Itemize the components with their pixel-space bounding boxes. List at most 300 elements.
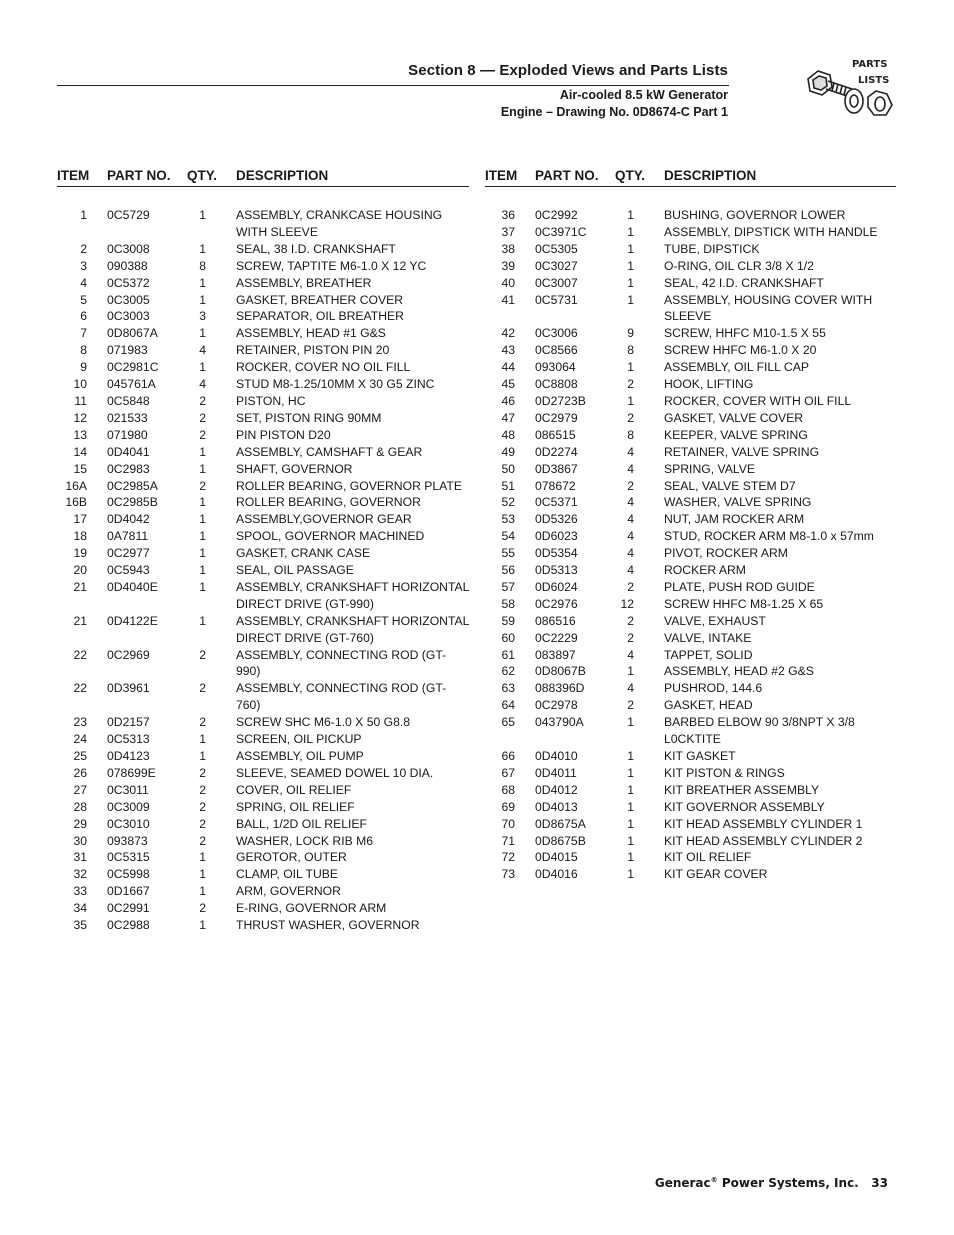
item-number: 1 bbox=[80, 208, 87, 222]
table-row bbox=[485, 714, 896, 748]
description: PIVOT, ROCKER ARM bbox=[664, 546, 788, 561]
description: GASKET, BREATHER COVER bbox=[236, 292, 404, 307]
table-row bbox=[57, 258, 469, 275]
part-number: 0C2976 bbox=[535, 596, 578, 611]
description: BUSHING, GOVERNOR LOWER bbox=[664, 208, 846, 222]
item-number: 32 bbox=[73, 867, 87, 882]
description: BARBED ELBOW 90 3/8NPT X 3/8 L0CKTITE bbox=[664, 715, 855, 747]
part-number: 083897 bbox=[535, 647, 576, 662]
description: PLATE, PUSH ROD GUIDE bbox=[664, 579, 815, 594]
part-number: 071983 bbox=[107, 343, 148, 358]
item-number: 7 bbox=[80, 326, 87, 341]
quantity: 1 bbox=[199, 867, 206, 882]
part-number: 0D5354 bbox=[535, 546, 578, 561]
description: O-RING, OIL CLR 3/8 X 1/2 bbox=[664, 258, 814, 273]
quantity: 2 bbox=[199, 765, 206, 780]
item-number: 26 bbox=[73, 765, 87, 780]
table-row bbox=[485, 630, 896, 647]
item-number: 22 bbox=[73, 681, 87, 696]
part-number: 0C2985A bbox=[107, 478, 158, 493]
item-number: 31 bbox=[73, 850, 87, 865]
part-number: 0C5372 bbox=[107, 275, 150, 290]
table-row bbox=[57, 866, 469, 883]
description: KIT GASKET bbox=[664, 749, 736, 763]
item-number: 44 bbox=[501, 360, 515, 375]
quantity: 2 bbox=[199, 833, 206, 848]
item-number: 68 bbox=[501, 782, 515, 797]
quantity: 1 bbox=[199, 563, 206, 578]
description: CLAMP, OIL TUBE bbox=[236, 867, 339, 882]
description: KEEPER, VALVE SPRING bbox=[664, 427, 808, 442]
table-row bbox=[57, 511, 469, 528]
item-number: 65 bbox=[501, 715, 515, 730]
item-number: 43 bbox=[501, 343, 515, 358]
quantity: 1 bbox=[627, 292, 634, 307]
part-number: 0C5315 bbox=[107, 850, 150, 865]
item-number: 4 bbox=[80, 275, 87, 290]
description: ASSEMBLY, CRANKSHAFT HORIZONTAL DIRECT DRIVE (GT-990) bbox=[236, 579, 469, 611]
quantity: 1 bbox=[199, 579, 206, 594]
table-row bbox=[485, 545, 896, 562]
description: STUD M8-1.25/10MM X 30 G5 ZINC bbox=[236, 377, 435, 392]
part-number: 0D2723B bbox=[535, 393, 586, 408]
description: HOOK, LIFTING bbox=[664, 377, 754, 392]
table-row bbox=[485, 833, 896, 850]
description: SPOOL, GOVERNOR MACHINED bbox=[236, 529, 425, 544]
description: SEAL, VALVE STEM D7 bbox=[664, 478, 796, 493]
quantity: 1 bbox=[199, 884, 206, 899]
quantity: 1 bbox=[627, 393, 634, 408]
description: SCREW, TAPTITE M6-1.0 X 12 YC bbox=[236, 258, 427, 273]
item-number: 19 bbox=[73, 546, 87, 561]
item-number: 11 bbox=[74, 393, 87, 408]
table-row bbox=[485, 528, 896, 545]
table-row bbox=[57, 393, 469, 410]
part-number: 0C2977 bbox=[107, 546, 150, 561]
description: ASSEMBLY, CRANKSHAFT HORIZONTAL DIRECT DRIVE (GT-760) bbox=[236, 613, 469, 645]
item-number: 53 bbox=[501, 512, 515, 527]
part-number: 0C2969 bbox=[107, 647, 150, 662]
part-number: 071980 bbox=[107, 427, 148, 442]
table-row bbox=[57, 748, 469, 765]
part-number: 0D8067B bbox=[535, 664, 586, 679]
item-number: 23 bbox=[73, 715, 87, 730]
table-row bbox=[485, 647, 896, 664]
table-row bbox=[485, 799, 896, 816]
quantity: 1 bbox=[199, 495, 206, 510]
table-row bbox=[485, 258, 896, 275]
quantity: 1 bbox=[627, 867, 634, 882]
part-number: 0C8808 bbox=[535, 377, 578, 392]
quantity: 4 bbox=[627, 495, 634, 510]
item-number: 24 bbox=[73, 732, 87, 747]
part-number: 0D4013 bbox=[535, 799, 578, 814]
column-header-part-no: PART NO. bbox=[107, 168, 171, 183]
quantity: 2 bbox=[627, 377, 634, 392]
quantity: 1 bbox=[627, 715, 634, 730]
table-row bbox=[57, 427, 469, 444]
quantity: 1 bbox=[627, 360, 634, 375]
column-header-description: DESCRIPTION bbox=[664, 168, 757, 183]
drawing-number: Engine – Drawing No. 0D8674-C Part 1 bbox=[500, 105, 728, 119]
quantity: 1 bbox=[199, 444, 206, 459]
table-row bbox=[485, 782, 896, 799]
quantity: 4 bbox=[627, 461, 634, 476]
description: WASHER, VALVE SPRING bbox=[664, 495, 812, 510]
quantity: 2 bbox=[199, 901, 206, 916]
description: ROCKER, COVER WITH OIL FILL bbox=[664, 393, 852, 408]
description: RETAINER, PISTON PIN 20 bbox=[236, 343, 390, 358]
table-row bbox=[57, 849, 469, 866]
item-number: 29 bbox=[73, 816, 87, 831]
item-number: 42 bbox=[501, 326, 515, 341]
item-number: 16A bbox=[65, 478, 87, 493]
item-number: 54 bbox=[501, 529, 515, 544]
quantity: 1 bbox=[199, 529, 206, 544]
part-number: 0D4041 bbox=[107, 444, 150, 459]
quantity: 4 bbox=[627, 681, 634, 696]
part-number: 0C5943 bbox=[107, 563, 150, 578]
part-number: 0C2992 bbox=[535, 208, 578, 222]
quantity: 1 bbox=[199, 292, 206, 307]
description: NUT, JAM ROCKER ARM bbox=[664, 512, 805, 527]
table-row bbox=[57, 647, 469, 681]
parts-table-right bbox=[485, 166, 896, 883]
description: PUSHROD, 144.6 bbox=[664, 681, 763, 696]
item-number: 20 bbox=[73, 563, 87, 578]
part-number: 0D4015 bbox=[535, 850, 578, 865]
quantity: 2 bbox=[627, 579, 634, 594]
item-number: 9 bbox=[80, 360, 87, 375]
part-number: 0C3007 bbox=[535, 275, 578, 290]
item-number: 36 bbox=[501, 208, 515, 222]
quantity: 2 bbox=[199, 782, 206, 797]
table-row bbox=[485, 359, 896, 376]
description: ASSEMBLY, CRANKCASE HOUSING WITH SLEEVE bbox=[236, 208, 443, 239]
description: ASSEMBLY, OIL PUMP bbox=[236, 749, 364, 763]
table-row bbox=[485, 292, 896, 326]
item-number: 22 bbox=[73, 647, 87, 662]
quantity: 2 bbox=[199, 478, 206, 493]
quantity: 1 bbox=[627, 241, 634, 256]
table-row bbox=[485, 849, 896, 866]
description: SCREW SHC M6-1.0 X 50 G8.8 bbox=[236, 715, 411, 730]
part-number: 045761A bbox=[107, 377, 156, 392]
quantity: 2 bbox=[199, 427, 206, 442]
quantity: 9 bbox=[627, 326, 634, 341]
nut-icon bbox=[868, 91, 892, 115]
item-number: 46 bbox=[501, 393, 515, 408]
part-number: 0D8067A bbox=[107, 326, 158, 341]
item-number: 63 bbox=[501, 681, 515, 696]
table-row bbox=[57, 275, 469, 292]
item-number: 50 bbox=[501, 461, 515, 476]
quantity: 1 bbox=[199, 275, 206, 290]
table-row bbox=[57, 562, 469, 579]
description: ASSEMBLY, BREATHER bbox=[236, 275, 372, 290]
item-number: 16B bbox=[65, 495, 87, 510]
table-row bbox=[57, 528, 469, 545]
table-row bbox=[485, 342, 896, 359]
table-row bbox=[57, 900, 469, 917]
item-number: 66 bbox=[501, 749, 515, 763]
description: TUBE, DIPSTICK bbox=[664, 241, 760, 256]
description: SCREW HHFC M6-1.0 X 20 bbox=[664, 343, 817, 358]
table-row bbox=[57, 680, 469, 714]
table-row bbox=[485, 461, 896, 478]
quantity: 1 bbox=[199, 749, 206, 763]
part-number: 0C5729 bbox=[107, 208, 150, 222]
part-number: 0C2983 bbox=[107, 461, 150, 476]
item-number: 69 bbox=[501, 799, 515, 814]
description: ASSEMBLY, CAMSHAFT & GEAR bbox=[236, 444, 423, 459]
item-number: 62 bbox=[501, 664, 515, 679]
item-number: 14 bbox=[73, 444, 87, 459]
item-number: 47 bbox=[501, 410, 515, 425]
quantity: 1 bbox=[627, 749, 634, 763]
table-header bbox=[57, 166, 469, 187]
part-number: 088396D bbox=[535, 681, 585, 696]
part-number: 0C3971C bbox=[535, 224, 587, 239]
description: SHAFT, GOVERNOR bbox=[236, 461, 353, 476]
table-row bbox=[485, 325, 896, 342]
column-header-part-no: PART NO. bbox=[535, 168, 599, 183]
table-row bbox=[57, 342, 469, 359]
description: KIT HEAD ASSEMBLY CYLINDER 2 bbox=[664, 833, 863, 848]
item-number: 59 bbox=[501, 613, 515, 628]
table-row bbox=[485, 241, 896, 258]
item-number: 61 bbox=[501, 647, 515, 662]
item-number: 13 bbox=[73, 427, 87, 442]
description: GASKET, VALVE COVER bbox=[664, 410, 804, 425]
column-header-item: ITEM bbox=[57, 168, 90, 183]
part-number: 0D4122E bbox=[107, 613, 158, 628]
table-row bbox=[57, 545, 469, 562]
table-row bbox=[485, 748, 896, 765]
table-body bbox=[57, 207, 469, 934]
part-number: 0D4123 bbox=[107, 749, 150, 763]
column-header-item: ITEM bbox=[485, 168, 518, 183]
part-number: 0D2274 bbox=[535, 444, 578, 459]
quantity: 4 bbox=[627, 444, 634, 459]
item-number: 38 bbox=[501, 241, 515, 256]
logo-text-lists: LISTS bbox=[858, 75, 890, 86]
table-row bbox=[485, 697, 896, 714]
table-row bbox=[57, 444, 469, 461]
item-number: 57 bbox=[501, 579, 515, 594]
table-row bbox=[57, 782, 469, 799]
table-row bbox=[57, 241, 469, 258]
description: ROLLER BEARING, GOVERNOR PLATE bbox=[236, 478, 462, 493]
description: SEPARATOR, OIL BREATHER bbox=[236, 309, 404, 324]
description: SPRING, VALVE bbox=[664, 461, 755, 476]
part-number: 0D2157 bbox=[107, 715, 150, 730]
part-number: 0C2979 bbox=[535, 410, 578, 425]
description: SET, PISTON RING 90MM bbox=[236, 410, 382, 425]
table-header bbox=[485, 166, 896, 187]
table-row bbox=[485, 596, 896, 613]
description: ASSEMBLY, DIPSTICK WITH HANDLE bbox=[664, 224, 878, 239]
description: ASSEMBLY,GOVERNOR GEAR bbox=[236, 512, 412, 527]
description: VALVE, EXHAUST bbox=[664, 613, 766, 628]
quantity: 1 bbox=[627, 208, 634, 222]
part-number: 0C8566 bbox=[535, 343, 578, 358]
item-number: 28 bbox=[73, 799, 87, 814]
description: ROLLER BEARING, GOVERNOR bbox=[236, 495, 421, 510]
description: ROCKER, COVER NO OIL FILL bbox=[236, 360, 411, 375]
part-number: 0D4010 bbox=[535, 749, 578, 763]
table-row bbox=[485, 663, 896, 680]
quantity: 1 bbox=[627, 224, 634, 239]
table-row bbox=[57, 308, 469, 325]
bolt-icon bbox=[808, 71, 852, 97]
part-number: 043790A bbox=[535, 715, 584, 730]
part-number: 093873 bbox=[107, 833, 148, 848]
table-row bbox=[57, 765, 469, 782]
part-number: 0C2988 bbox=[107, 918, 150, 933]
description: ASSEMBLY, CONNECTING ROD (GT-990) bbox=[236, 647, 447, 679]
part-number: 0D3867 bbox=[535, 461, 578, 476]
table-row bbox=[485, 393, 896, 410]
quantity: 1 bbox=[199, 461, 206, 476]
table-row bbox=[57, 883, 469, 900]
part-number: 0D4042 bbox=[107, 512, 150, 527]
item-number: 52 bbox=[501, 495, 515, 510]
description: COVER, OIL RELIEF bbox=[236, 782, 352, 797]
table-row bbox=[57, 613, 469, 647]
company-name: Generac bbox=[654, 1176, 711, 1190]
table-row bbox=[57, 714, 469, 731]
item-number: 6 bbox=[80, 309, 87, 324]
item-number: 40 bbox=[501, 275, 515, 290]
description: SEAL, OIL PASSAGE bbox=[236, 563, 354, 578]
description: KIT GOVERNOR ASSEMBLY bbox=[664, 799, 825, 814]
description: ASSEMBLY, HEAD #1 G&S bbox=[236, 326, 386, 341]
description: SEAL, 42 I.D. CRANKSHAFT bbox=[664, 275, 824, 290]
part-number: 0D4011 bbox=[535, 765, 577, 780]
part-number: 021533 bbox=[107, 410, 148, 425]
table-row bbox=[57, 799, 469, 816]
description: GASKET, CRANK CASE bbox=[236, 546, 371, 561]
item-number: 45 bbox=[501, 377, 515, 392]
part-number: 0C2991 bbox=[107, 901, 150, 916]
quantity: 4 bbox=[627, 563, 634, 578]
quantity: 8 bbox=[627, 427, 634, 442]
quantity: 2 bbox=[199, 647, 206, 662]
item-number: 73 bbox=[501, 867, 515, 882]
table-row bbox=[485, 478, 896, 495]
table-row bbox=[485, 562, 896, 579]
item-number: 10 bbox=[73, 377, 87, 392]
description: SLEEVE, SEAMED DOWEL 10 DIA. bbox=[236, 765, 434, 780]
column-header-description: DESCRIPTION bbox=[236, 168, 329, 183]
description: BALL, 1/2D OIL RELIEF bbox=[236, 816, 367, 831]
item-number: 21 bbox=[73, 613, 87, 628]
registered-mark: ® bbox=[710, 1176, 718, 1184]
table-row bbox=[57, 292, 469, 309]
part-number: 0C2229 bbox=[535, 630, 578, 645]
quantity: 2 bbox=[199, 816, 206, 831]
part-number: 0C3009 bbox=[107, 799, 150, 814]
quantity: 2 bbox=[199, 681, 206, 696]
document-subtitle: Air-cooled 8.5 kW Generator bbox=[559, 88, 728, 102]
part-number: 0D6024 bbox=[535, 579, 578, 594]
description: KIT HEAD ASSEMBLY CYLINDER 1 bbox=[664, 816, 863, 831]
description: TAPPET, SOLID bbox=[664, 647, 753, 662]
quantity: 3 bbox=[199, 309, 206, 324]
description: STUD, ROCKER ARM M8-1.0 x 57mm bbox=[664, 529, 874, 544]
quantity: 1 bbox=[627, 275, 634, 290]
parts-lists-logo bbox=[800, 55, 900, 127]
description: ASSEMBLY, OIL FILL CAP bbox=[664, 360, 809, 375]
item-number: 56 bbox=[501, 563, 515, 578]
quantity: 2 bbox=[199, 799, 206, 814]
table-body bbox=[485, 207, 896, 883]
description: KIT PISTON & RINGS bbox=[664, 765, 785, 780]
quantity: 2 bbox=[627, 410, 634, 425]
item-number: 33 bbox=[73, 884, 87, 899]
item-number: 51 bbox=[501, 478, 515, 493]
part-number: 0A7811 bbox=[107, 529, 149, 544]
item-number: 21 bbox=[73, 579, 87, 594]
item-number: 58 bbox=[501, 596, 515, 611]
part-number: 0D1667 bbox=[107, 884, 150, 899]
part-number: 0C2981C bbox=[107, 360, 159, 375]
quantity: 1 bbox=[199, 850, 206, 865]
item-number: 12 bbox=[73, 410, 87, 425]
table-row bbox=[57, 325, 469, 342]
part-number: 086515 bbox=[535, 427, 576, 442]
item-number: 55 bbox=[501, 546, 515, 561]
part-number: 0C3010 bbox=[107, 816, 150, 831]
table-row bbox=[57, 410, 469, 427]
quantity: 4 bbox=[627, 647, 634, 662]
part-number: 0C3008 bbox=[107, 241, 150, 256]
part-number: 0C2985B bbox=[107, 495, 158, 510]
quantity: 1 bbox=[199, 360, 206, 375]
description: ROCKER ARM bbox=[664, 563, 746, 578]
part-number: 0C3006 bbox=[535, 326, 578, 341]
quantity: 1 bbox=[199, 241, 206, 256]
table-row bbox=[485, 511, 896, 528]
table-row bbox=[485, 680, 896, 697]
description: ARM, GOVERNOR bbox=[236, 884, 341, 899]
description: SPRING, OIL RELIEF bbox=[236, 799, 355, 814]
part-number: 0D5326 bbox=[535, 512, 578, 527]
quantity: 4 bbox=[199, 343, 206, 358]
logo-text-parts: PARTS bbox=[852, 59, 888, 70]
description: THRUST WASHER, GOVERNOR bbox=[236, 918, 420, 933]
parts-table-left bbox=[57, 166, 469, 934]
part-number: 0C5313 bbox=[107, 732, 150, 747]
table-row bbox=[485, 224, 896, 241]
quantity: 1 bbox=[627, 850, 634, 865]
table-row bbox=[485, 275, 896, 292]
description: KIT OIL RELIEF bbox=[664, 850, 752, 865]
item-number: 2 bbox=[80, 241, 87, 256]
table-row bbox=[57, 461, 469, 478]
item-number: 70 bbox=[501, 816, 515, 831]
part-number: 090388 bbox=[107, 258, 148, 273]
table-row bbox=[57, 494, 469, 511]
description: SCREW HHFC M8-1.25 X 65 bbox=[664, 596, 824, 611]
table-row bbox=[57, 579, 469, 613]
quantity: 1 bbox=[627, 765, 634, 780]
quantity: 1 bbox=[199, 512, 206, 527]
table-row bbox=[485, 494, 896, 511]
part-number: 0C3003 bbox=[107, 309, 150, 324]
item-number: 34 bbox=[73, 901, 87, 916]
